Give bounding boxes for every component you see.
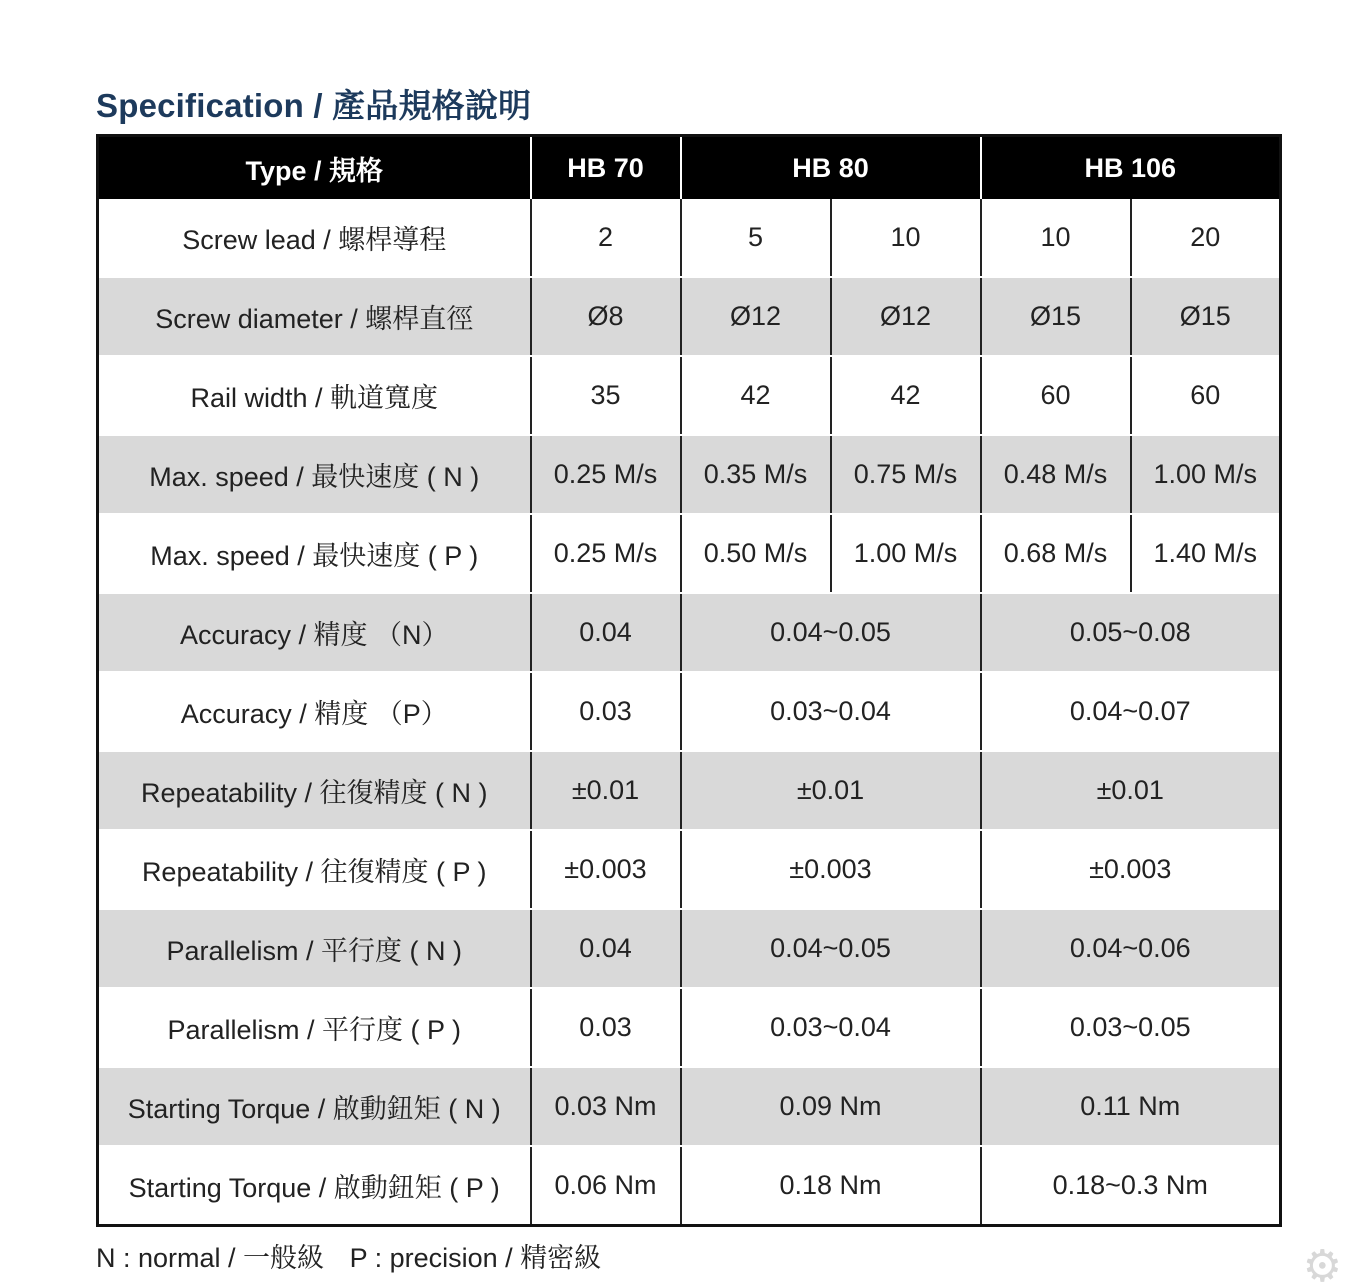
cell-hb80-a: 0.50 M/s — [681, 514, 831, 593]
cell-hb106: 0.11 Nm — [981, 1067, 1281, 1146]
cell-hb80: 0.18 Nm — [681, 1146, 981, 1226]
cell-hb80: 0.04~0.05 — [681, 593, 981, 672]
cell-hb80-a: Ø12 — [681, 277, 831, 356]
cell-hb80-b: 1.00 M/s — [831, 514, 981, 593]
row-label: Starting Torque / 啟動鈕矩 ( N ) — [98, 1067, 531, 1146]
table-row — [98, 751, 1281, 830]
footnote-normal: N : normal / 一般級 — [96, 1243, 325, 1273]
row-label: Rail width / 軌道寬度 — [98, 356, 531, 435]
cell-hb70: ±0.01 — [531, 751, 681, 830]
cell-hb70: 0.03 — [531, 672, 681, 751]
table-row — [98, 988, 1281, 1067]
cell-hb106-a: 0.68 M/s — [981, 514, 1131, 593]
header-type: Type / 規格 — [98, 136, 531, 200]
header-hb106: HB 106 — [981, 136, 1281, 200]
header-hb70: HB 70 — [531, 136, 681, 200]
cell-hb80-b: 10 — [831, 199, 981, 277]
table-row — [98, 1146, 1281, 1226]
cell-hb70: 0.04 — [531, 909, 681, 988]
cell-hb80: ±0.01 — [681, 751, 981, 830]
gear-watermark-icon: ⚙ — [1302, 1247, 1342, 1287]
cell-hb106: ±0.01 — [981, 751, 1281, 830]
cell-hb106-a: Ø15 — [981, 277, 1131, 356]
cell-hb80: 0.03~0.04 — [681, 988, 981, 1067]
table-row — [98, 593, 1281, 672]
cell-hb80: 0.04~0.05 — [681, 909, 981, 988]
table-row — [98, 435, 1281, 514]
table-row — [98, 909, 1281, 988]
cell-hb106-b: 1.40 M/s — [1131, 514, 1281, 593]
table-row — [98, 1067, 1281, 1146]
row-label: Accuracy / 精度 （N） — [98, 593, 531, 672]
row-label: Max. speed / 最快速度 ( P ) — [98, 514, 531, 593]
row-label: Repeatability / 往復精度 ( N ) — [98, 751, 531, 830]
cell-hb106-b: 20 — [1131, 199, 1281, 277]
cell-hb80-a: 42 — [681, 356, 831, 435]
table-row — [98, 514, 1281, 593]
cell-hb106-b: 60 — [1131, 356, 1281, 435]
header-hb80: HB 80 — [681, 136, 981, 200]
cell-hb70: 0.25 M/s — [531, 435, 681, 514]
cell-hb106: 0.05~0.08 — [981, 593, 1281, 672]
cell-hb70: 0.25 M/s — [531, 514, 681, 593]
cell-hb80-b: Ø12 — [831, 277, 981, 356]
footnote — [96, 1236, 619, 1275]
row-label: Accuracy / 精度 （P） — [98, 672, 531, 751]
row-label: Screw lead / 螺桿導程 — [98, 199, 531, 277]
cell-hb70: 2 — [531, 199, 681, 277]
row-label: Parallelism / 平行度 ( P ) — [98, 988, 531, 1067]
cell-hb70: ±0.003 — [531, 830, 681, 909]
cell-hb106: 0.04~0.07 — [981, 672, 1281, 751]
spec-table-body — [98, 199, 1281, 1226]
cell-hb70: Ø8 — [531, 277, 681, 356]
cell-hb80-a: 0.35 M/s — [681, 435, 831, 514]
cell-hb80: ±0.003 — [681, 830, 981, 909]
footnote-precision: P : precision / 精密級 — [349, 1243, 602, 1273]
row-label: Screw diameter / 螺桿直徑 — [98, 277, 531, 356]
row-label: Starting Torque / 啟動鈕矩 ( P ) — [98, 1146, 531, 1226]
cell-hb80: 0.03~0.04 — [681, 672, 981, 751]
cell-hb106: 0.03~0.05 — [981, 988, 1281, 1067]
cell-hb70: 0.06 Nm — [531, 1146, 681, 1226]
cell-hb106: 0.18~0.3 Nm — [981, 1146, 1281, 1226]
cell-hb70: 0.04 — [531, 593, 681, 672]
cell-hb106-a: 0.48 M/s — [981, 435, 1131, 514]
row-label: Max. speed / 最快速度 ( N ) — [98, 435, 531, 514]
row-label: Parallelism / 平行度 ( N ) — [98, 909, 531, 988]
table-row — [98, 830, 1281, 909]
cell-hb106-a: 10 — [981, 199, 1131, 277]
cell-hb80: 0.09 Nm — [681, 1067, 981, 1146]
cell-hb106: 0.04~0.06 — [981, 909, 1281, 988]
table-row — [98, 277, 1281, 356]
cell-hb106-a: 60 — [981, 356, 1131, 435]
table-row — [98, 356, 1281, 435]
cell-hb106-b: 1.00 M/s — [1131, 435, 1281, 514]
table-header-row — [98, 136, 1281, 200]
cell-hb80-b: 42 — [831, 356, 981, 435]
table-row — [98, 199, 1281, 277]
cell-hb80-a: 5 — [681, 199, 831, 277]
cell-hb80-b: 0.75 M/s — [831, 435, 981, 514]
cell-hb70: 0.03 Nm — [531, 1067, 681, 1146]
row-label: Repeatability / 往復精度 ( P ) — [98, 830, 531, 909]
page-title: Specification / 產品規格說明 — [96, 87, 532, 124]
spec-table — [96, 134, 1282, 1227]
cell-hb70: 35 — [531, 356, 681, 435]
cell-hb106-b: Ø15 — [1131, 277, 1281, 356]
cell-hb70: 0.03 — [531, 988, 681, 1067]
cell-hb106: ±0.003 — [981, 830, 1281, 909]
table-row — [98, 672, 1281, 751]
